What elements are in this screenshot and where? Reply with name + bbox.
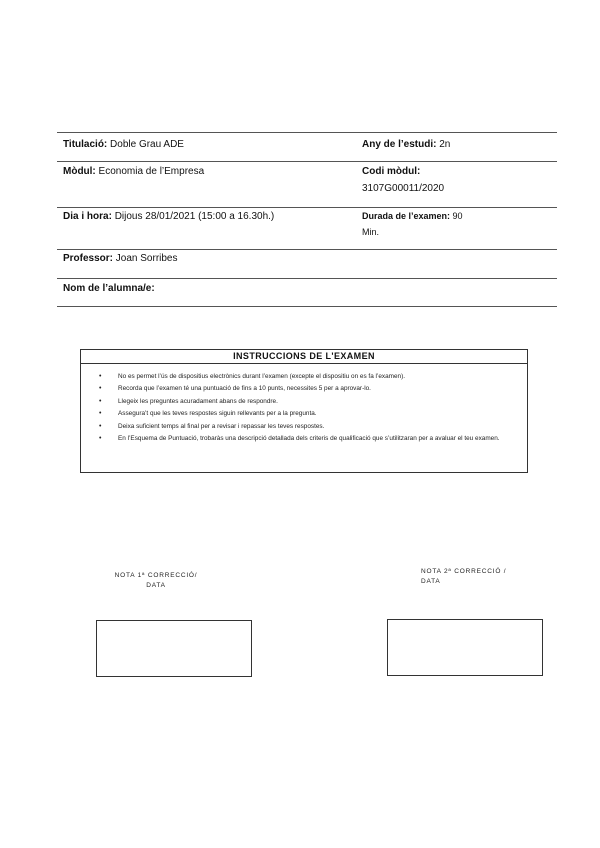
bullet-icon: • [99,422,102,430]
instructions-list [81,372,527,443]
titulacio-label: Titulació: [63,139,108,150]
durada-unit: Min. [362,227,380,237]
durada-label: Durada de l’examen: [362,211,451,221]
row-modul [57,161,557,207]
modul-label: Mòdul: [63,166,96,177]
bullet-icon: • [99,373,102,380]
instruction-item: • En l’Esquema de Puntuació, trobaràs una descripció detallada dels criteris de qualificació que s’utilitzaran per a avaluar el teu examen. [99,434,500,442]
second-correction-label: NOTA 2ª CORRECCIÓ / DATA [421,568,507,585]
professor-value: Joan Sorribes [115,253,178,264]
any-value: 2n [439,139,451,150]
instructions-box [80,349,528,473]
dia-value: Dijous 28/01/2021 (15:00 a 16.30h.) [114,211,275,222]
row-dia [57,207,557,249]
first-correction-label: NOTA 1ª CORRECCIÓ/ DATA [114,572,198,589]
bullet-icon: • [99,434,102,442]
instruction-item: • Recorda que l’examen té una puntuació de fins a 10 punts, necessites 5 per a aprovar-lo. [99,385,371,393]
durada-value: 90 [452,211,463,221]
dia-label: Dia i hora: [63,211,112,222]
professor-label: Professor: [63,253,114,264]
codi-value: 3107G00011/2020 [362,183,445,194]
any-label: Any de l’estudi: [362,139,437,150]
first-correction-grade-box[interactable] [96,620,252,677]
instruction-item: • Deixa suficient temps al final per a revisar i repassar les teves respostes. [99,422,325,430]
alumne-label: Nom de l’alumna/e: [63,283,155,294]
titulacio-value: Doble Grau ADE [110,139,184,150]
bullet-icon: • [99,410,102,418]
row-titulacio [57,132,557,161]
codi-label: Codi mòdul: [362,166,421,177]
instructions-title: INSTRUCCIONS DE L'EXAMEN [81,350,527,364]
bullet-icon: • [99,385,102,393]
instruction-item: • No es permet l’ús de dispositius electrònics durant l’examen (excepte el dispositiu on es fa l’examen). [99,373,406,380]
exam-info-table [57,132,557,307]
second-correction-grade-box[interactable] [387,619,543,676]
modul-value: Economia de l’Empresa [98,166,205,177]
instruction-item: • Llegeix les preguntes acuradament abans de respondre. [99,397,278,405]
row-alumne [57,278,557,307]
bullet-icon: • [99,397,102,405]
instruction-item: • Assegura’t que les teves respostes siguin rellevants per a la pregunta. [99,410,317,418]
row-professor [57,249,557,278]
